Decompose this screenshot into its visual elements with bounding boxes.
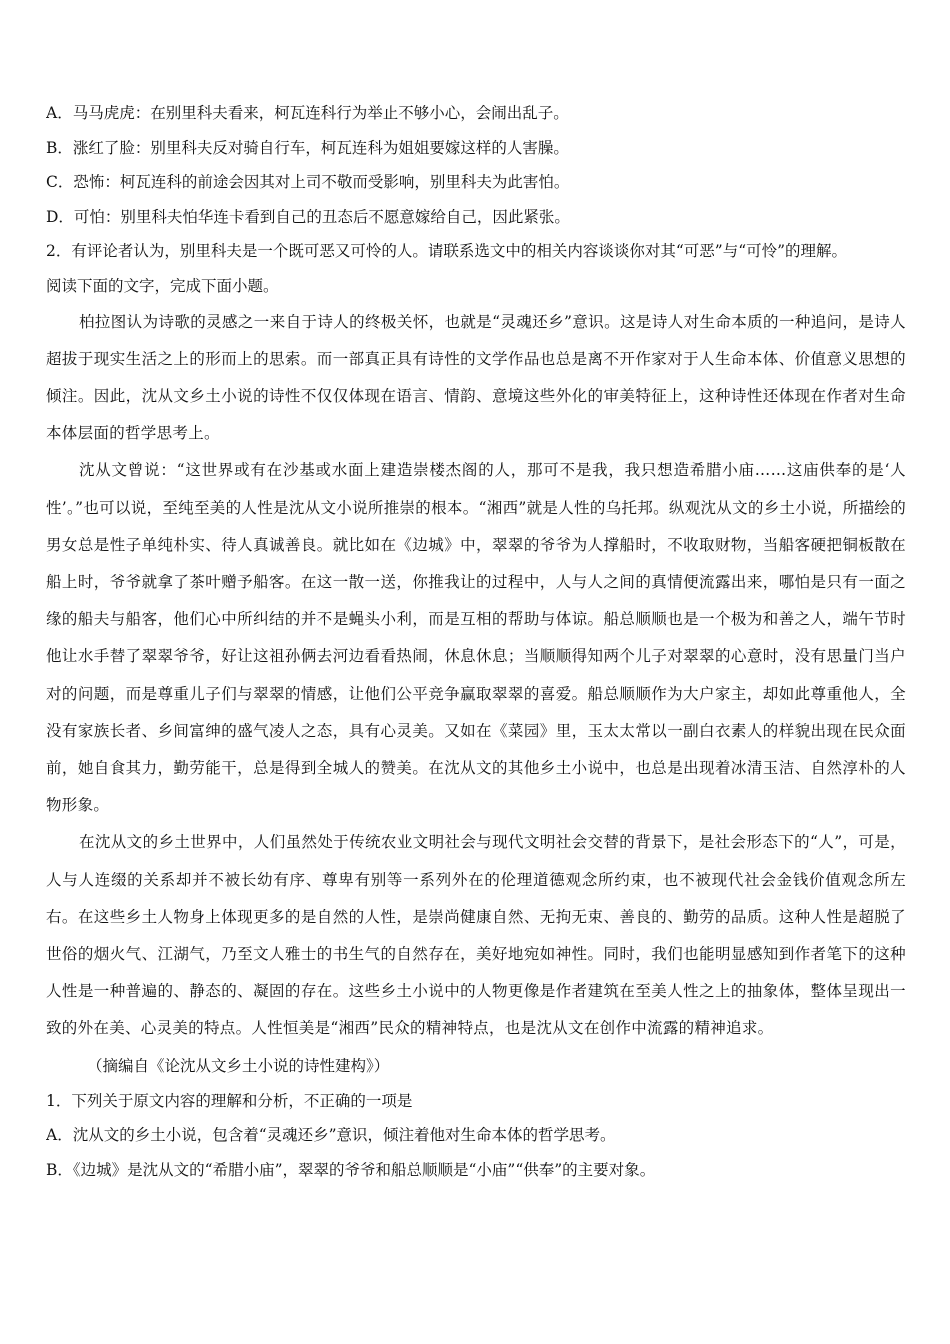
document-page xyxy=(46,96,906,1187)
option-d: D．可怕：别里科夫怕华连卡看到自己的丑态后不愿意嫁给自己，因此紧张。 xyxy=(46,207,570,226)
prev-question-options xyxy=(46,96,906,234)
question-1: 1．下列关于原文内容的理解和分析，不正确的一项是 xyxy=(46,1091,413,1110)
passage-paragraph-3: 在沈从文的乡土世界中，人们虽然处于传统农业文明社会与现代文明社会交替的背景下，是社会形态下的“人”，可是，人与人连缀的关系却并不被长幼有序、尊卑有别等一系列外在的伦理道德观念所约束，也不被现代社会金钱价值观念所左右。在这些乡土人物身上体现更多的是自然的人性，是崇尚健康自然、无拘无束、善良的、勤劳的品质。这种人性是超脱了世俗的烟火气、江湖气，乃至文人雅士的书生气的自然存在，美好地宛如神性。同时，我们也能明显感知到作者笔下的这种人性是一种普遍的、静态的、凝固的存在。这些乡土小说中的人物更像是作者建筑在至美人性之上的抽象体，整体呈现出一致的外在美、心灵美的特点。人性恒美是“湘西”民众的精神特点，也是沈从文在创作中流露的精神追求。 xyxy=(46,833,906,1038)
passage xyxy=(46,304,906,1048)
passage-source: （摘编自《论沈从文乡土小说的诗性建构》） xyxy=(87,1056,390,1075)
question-2: 2．有评论者认为，别里科夫是一个既可恶又可怜的人。请联系选文中的相关内容谈谈你对其“可恶”与“可怜”的理解。 xyxy=(46,242,848,261)
passage-paragraph-1: 柏拉图认为诗歌的灵感之一来自于诗人的终极关怀，也就是“灵魂还乡”意识。这是诗人对生命本质的一种追问，是诗人超拔于现实生活之上的形而上的思索。而一部真正具有诗性的文学作品也总是离不开作家对于人生命本体、价值意义思想的倾注。因此，沈从文乡土小说的诗性不仅仅体现在语言、情韵、意境这些外化的审美特征上，这种诗性还体现在作者对生命本体层面的哲学思考上。 xyxy=(46,312,906,443)
q1-option-a: A．沈从文的乡土小说，包含着“灵魂还乡”意识，倾注着他对生命本体的哲学思考。 xyxy=(46,1126,616,1145)
option-a: A．马马虎虎：在别里科夫看来，柯瓦连科行为举止不够小心，会闹出乱子。 xyxy=(46,104,569,122)
option-c: C．恐怖：柯瓦连科的前途会因其对上司不敬而受影响，别里科夫为此害怕。 xyxy=(46,173,570,192)
q1-option-b: B．《边城》是沈从文的“希腊小庙”，翠翠的爷爷和船总顺顺是“小庙”“供奉”的主要对象。 xyxy=(46,1160,656,1179)
reading-instruction: 阅读下面的文字，完成下面小题。 xyxy=(46,276,279,295)
passage-paragraph-2: 沈从文曾说：“这世界或有在沙基或水面上建造崇楼杰阁的人，那可不是我，我只想造希腊小庙……这庙供奉的是‘人性’。”也可以说，至纯至美的人性是沈从文小说所推崇的根本。“湘西”就是人性的乌托邦。纵观沈从文的乡土小说，所描绘的男女总是性子单纯朴实、待人真诚善良。就比如在《边城》中，翠翠的爷爷为人撑船时，不收取财物，当船客硬把铜板散在船上时，爷爷就拿了茶叶赠予船客。在这一散一送，你推我让的过程中，人与人之间的真情便流露出来，哪怕是只有一面之缘的船夫与船客，他们心中所纠结的并不是蝇头小利，而是互相的帮助与体谅。船总顺顺也是一个极为和善之人，端午节时他让水手替了翠翠爷爷，好让这祖孙俩去河边看看热闹，休息休息；当顺顺得知两个儿子对翠翠的心意时，没有思量门当户对的问题，而是尊重儿子们与翠翠的情感，让他们公平竞争赢取翠翠的喜爱。船总顺顺作为大户家主，却如此尊重他人，全没有家族长者、乡间富绅的盛气凌人之态，具有心灵美。又如在《菜园》里，玉太太常以一副白衣素人的样貌出现在民众面前，她自食其力，勤劳能干，总是得到全城人的赞美。在沈从文的其他乡土小说中，也总是出现着冰清玉洁、自然淳朴的人物形象。 xyxy=(46,461,906,815)
option-b: B．涨红了脸：别里科夫反对骑自行车，柯瓦连科为姐姐要嫁这样的人害臊。 xyxy=(46,138,569,157)
